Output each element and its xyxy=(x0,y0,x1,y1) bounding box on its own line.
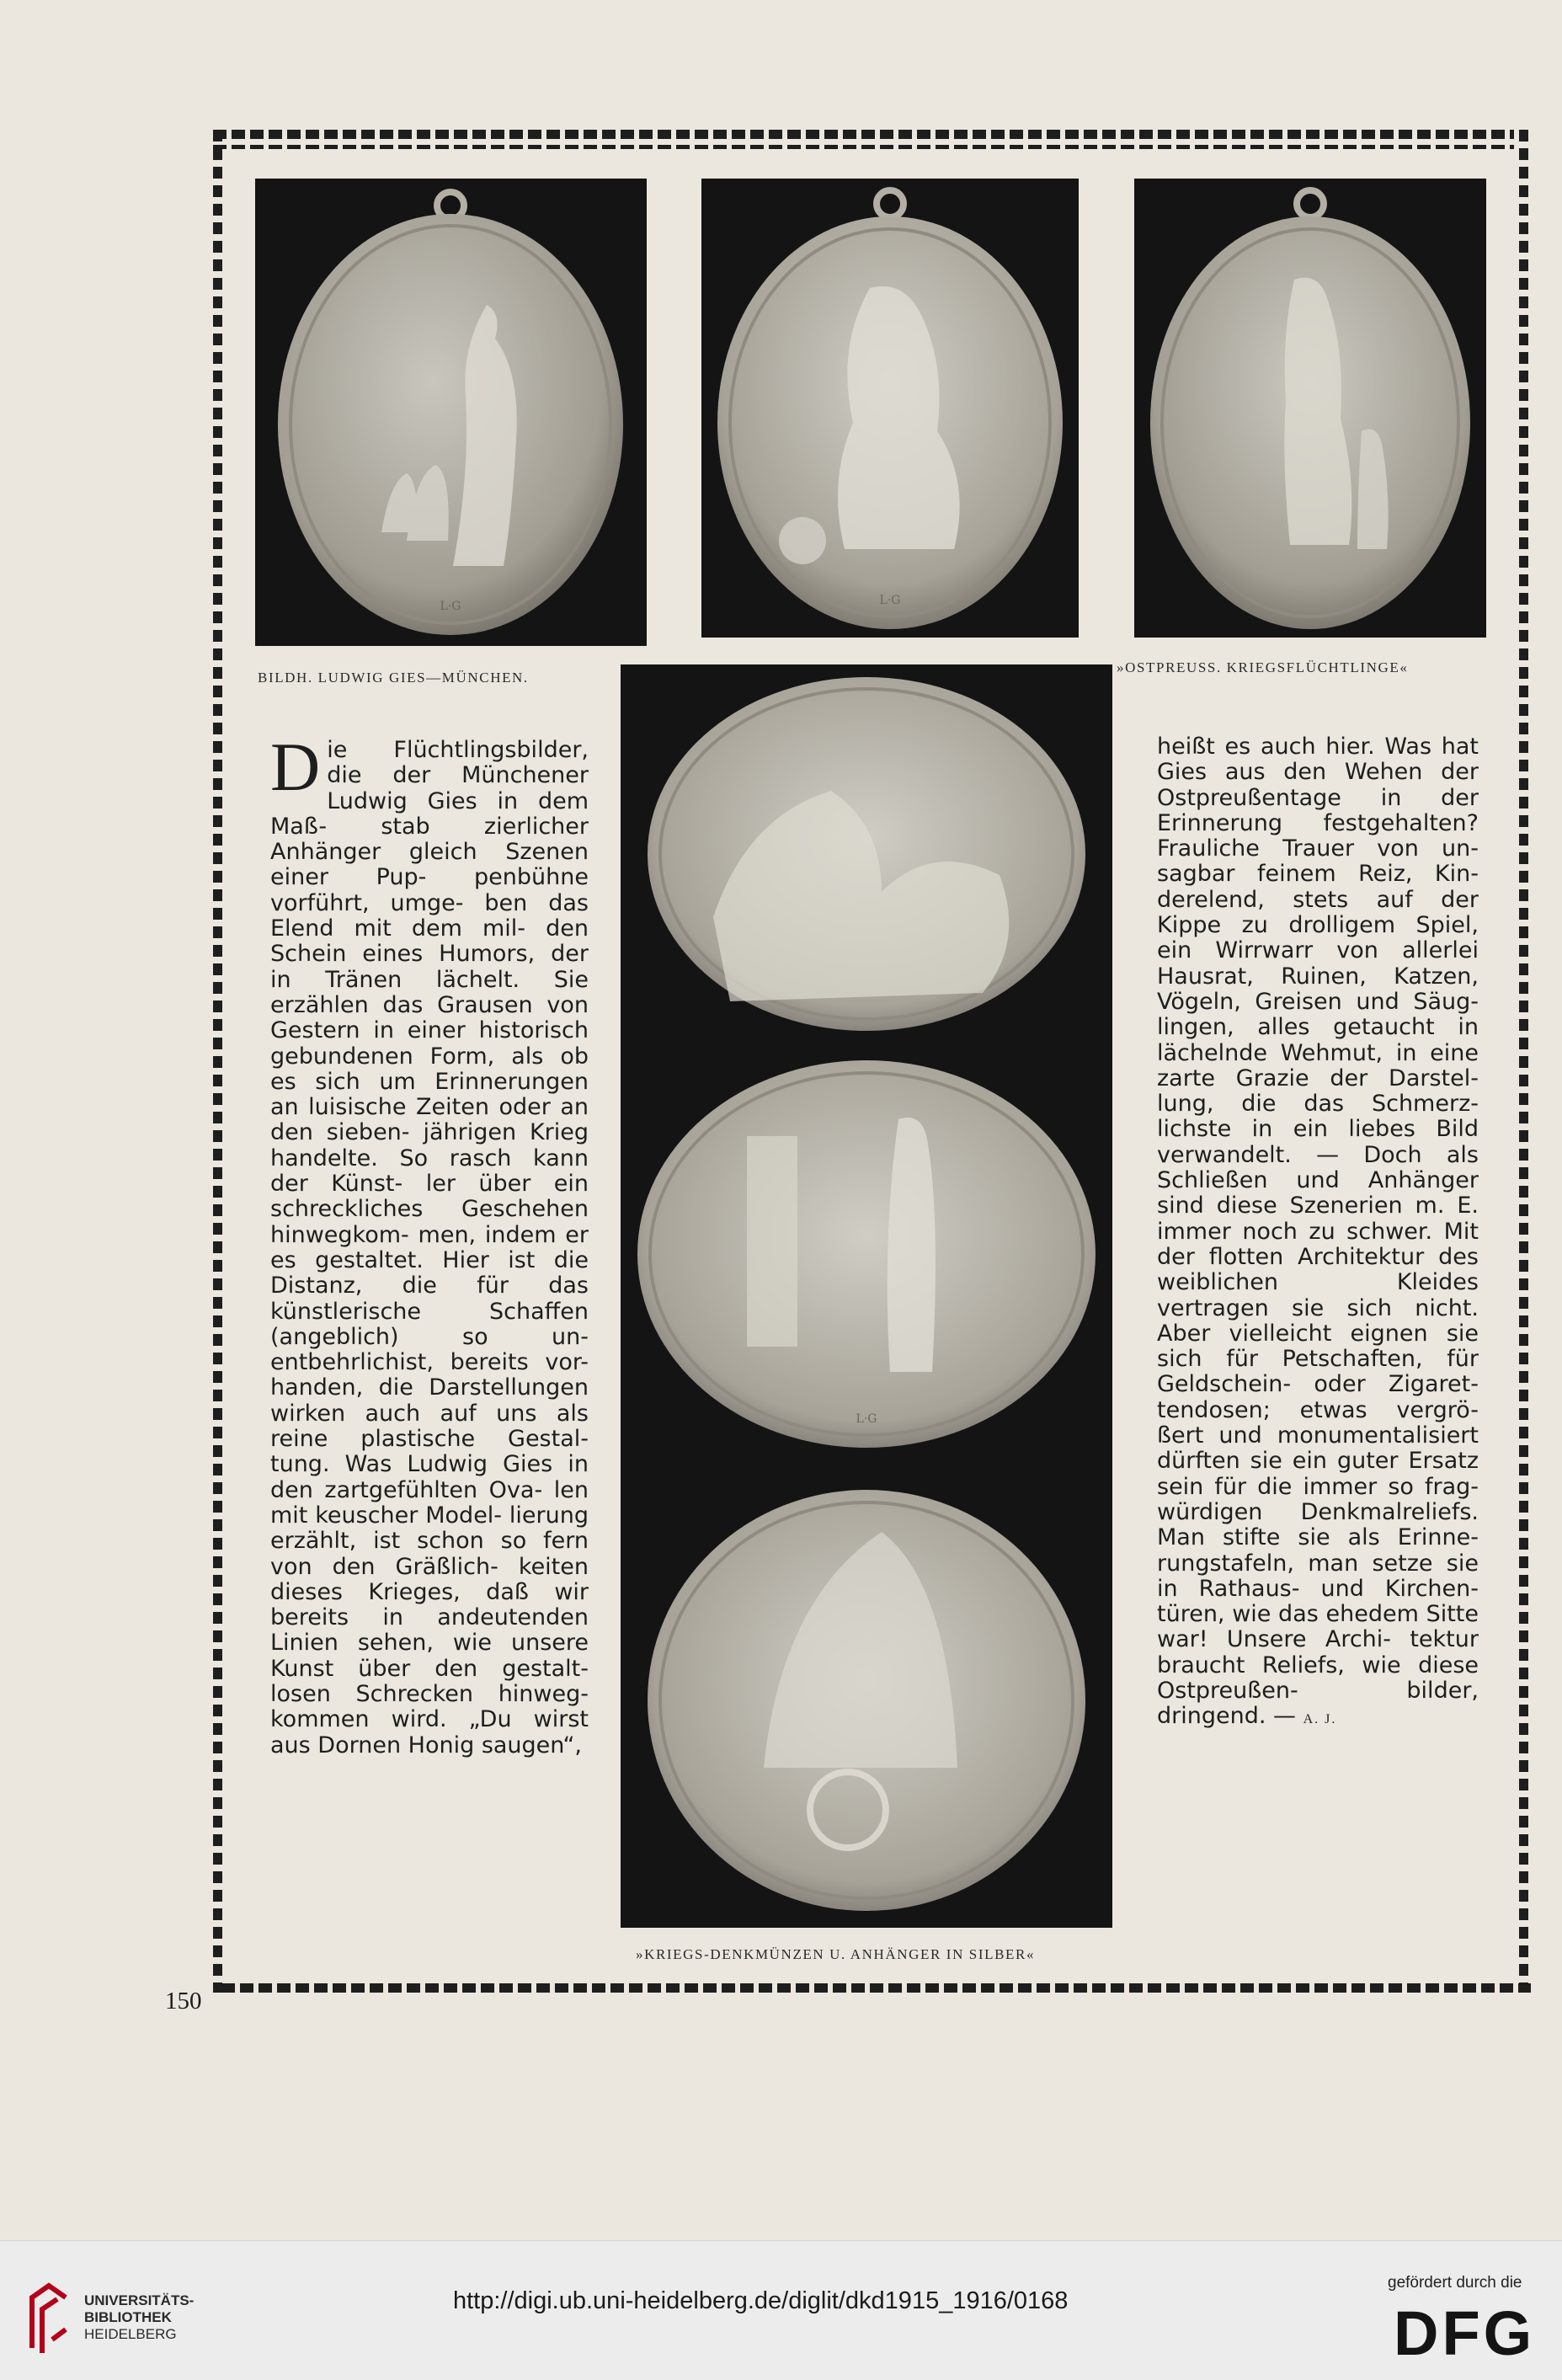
text-line: jährigen Krieg handelte. xyxy=(270,1119,589,1171)
medal-photo-stack xyxy=(621,664,1112,1928)
library-name-line-1: UNIVERSITÄTS- xyxy=(84,2292,195,2308)
frame-top-border-inner xyxy=(213,145,1514,149)
text-line: zarte Grazie der Darstel- xyxy=(1157,1065,1479,1091)
text-line: bilder, dringend. — xyxy=(1157,1677,1479,1730)
caption-sculptor: BILDH. LUDWIG GIES—MÜNCHEN. xyxy=(258,670,529,686)
caption-refugees: »OSTPREUSS. KRIEGSFLÜCHTLINGE« xyxy=(1117,659,1409,675)
text-line: vertragen sie sich nicht. xyxy=(1157,1294,1479,1321)
text-line: Geldschein- oder Zigaret- xyxy=(1157,1371,1479,1398)
text-line: Sitte war! Unsere Archi- xyxy=(1157,1601,1479,1653)
author-signature: A. J. xyxy=(1303,1712,1337,1727)
text-line: Sie erzählen das Grausen xyxy=(270,966,589,1018)
frame-bottom-border xyxy=(221,1983,1531,1993)
text-line: kommen wird. „Du wirst xyxy=(270,1706,589,1733)
article-column-left xyxy=(270,728,589,1758)
page-number: 150 xyxy=(165,1988,202,2014)
library-name-line-2: BIBLIOTHEK xyxy=(84,2309,172,2325)
text-line: tung. Was Ludwig Gies xyxy=(270,1451,553,1478)
text-line: Kippe zu drolligem Spiel, xyxy=(1157,912,1479,939)
text-line: ler über ein schreckliches xyxy=(270,1171,589,1223)
text-line: lierung erzählt, ist schon xyxy=(270,1502,589,1555)
text-line: handen, die Darstellungen xyxy=(270,1374,589,1401)
text-line: tektur braucht Reliefs, xyxy=(1157,1626,1479,1678)
text-line: sein für die immer so frag- xyxy=(1157,1473,1479,1500)
text-line: immer noch zu schwer. xyxy=(1157,1218,1433,1245)
drop-cap: D xyxy=(270,728,321,805)
text-line: historisch gebundenen xyxy=(270,1017,589,1070)
library-name-line-3: HEIDELBERG xyxy=(84,2326,177,2342)
text-line: reine plastische Gestal- xyxy=(270,1426,589,1453)
text-line: Man stifte sie als Erinne- xyxy=(1157,1524,1479,1551)
text-line: tendosen; etwas vergrö- xyxy=(1157,1396,1479,1423)
text-line: penbühne vorführt, umge- xyxy=(270,864,589,916)
caption-medals: »KRIEGS-DENKMÜNZEN U. ANHÄNGER IN SILBER« xyxy=(636,1946,1036,1962)
text-line: stab zierlicher Anhänger xyxy=(270,813,589,866)
text-line: verwandelt. — Doch als xyxy=(1157,1141,1479,1168)
text-line: der in Tränen lächelt. xyxy=(270,941,589,993)
text-line: Form, als ob es sich um xyxy=(270,1043,589,1095)
text-line: ßert und monumentalisiert xyxy=(1157,1422,1479,1449)
text-line: in Rathaus- und Kirchen- xyxy=(1157,1575,1479,1602)
university-library-logo-icon xyxy=(24,2281,74,2358)
text-line: des weiblichen Kleides xyxy=(1157,1243,1479,1296)
text-line: Ludwig Gies in dem Maß- xyxy=(270,787,589,840)
text-line: ben das Elend mit dem mil- xyxy=(270,889,589,942)
text-line: türen, wie das ehedem xyxy=(1157,1601,1419,1628)
text-line: dürften sie ein guter Ersatz xyxy=(1157,1448,1479,1475)
text-line: wirken auch auf uns als xyxy=(270,1400,589,1427)
monogram-2: L·G xyxy=(879,594,901,607)
library-name xyxy=(84,2292,194,2343)
frame-top-border xyxy=(213,130,1514,139)
monogram-4: L·G xyxy=(856,1412,877,1426)
text-line: Hausrat, Ruinen, Katzen, xyxy=(1157,963,1479,990)
text-line: in den zartgefühlten Ova- xyxy=(270,1451,589,1503)
text-line: lingen, alles getaucht in xyxy=(1157,1014,1479,1041)
text-line: rungstafeln, man setze sie xyxy=(1157,1550,1479,1577)
text-line: Aber vielleicht eignen sie xyxy=(1157,1320,1479,1347)
pendant-photo-1 xyxy=(255,179,647,646)
permalink-url[interactable]: http://digi.ub.uni-heidelberg.de/diglit/dkd1915_1916/0168 xyxy=(453,2287,1069,2314)
article-column-right xyxy=(1157,734,1479,1733)
text-line: sind diese Szenerien m. E. xyxy=(1157,1193,1479,1219)
text-line: hat Gies aus den Wehen xyxy=(1157,734,1479,786)
text-line: entbehrlichist, bereits vor- xyxy=(270,1349,589,1376)
text-line: heißt es auch hier. Was xyxy=(1157,734,1432,760)
text-line: len mit keuscher Model- xyxy=(270,1476,589,1529)
text-line: Frauliche Trauer von un- xyxy=(1157,835,1479,862)
monogram-1: L·G xyxy=(440,600,461,613)
text-line: Zeiten oder an den sieben- xyxy=(270,1094,589,1146)
text-line: wie diese Ostpreußen- xyxy=(1157,1652,1479,1704)
frame-right-border xyxy=(1519,130,1528,1993)
text-line: würdigen Denkmalreliefs. xyxy=(1157,1498,1479,1525)
funded-by-label: gefördert durch die xyxy=(1388,2274,1522,2292)
text-line: men, indem er es gestaltet. xyxy=(270,1221,589,1273)
text-line: Kunst über den gestalt- xyxy=(270,1655,589,1682)
text-line: derelend, stets auf der xyxy=(1157,886,1479,913)
text-line: von Gestern in einer xyxy=(270,991,589,1044)
text-line: ie Flüchtlingsbilder, xyxy=(327,737,589,763)
frame-left-border xyxy=(213,130,222,1993)
text-line: lung, die das Schmerz- xyxy=(1157,1091,1479,1118)
text-line: so fern von den Gräßlich- xyxy=(270,1528,589,1580)
text-line: ein Wirrwarr von allerlei xyxy=(1157,937,1479,964)
text-line: keiten dieses Krieges, daß xyxy=(270,1553,589,1605)
text-line: Schließen und Anhänger xyxy=(1157,1167,1479,1194)
text-line: aus Dornen Honig saugen“, xyxy=(270,1732,583,1758)
text-line: Schaffen (angeblich) so un- xyxy=(270,1298,589,1350)
text-line: lichste in ein liebes Bild xyxy=(1157,1116,1479,1143)
article-text-left xyxy=(270,728,589,1758)
text-line: Hier ist die Distanz, die xyxy=(270,1246,589,1299)
text-line: der Ostpreußentage in der xyxy=(1157,759,1479,811)
text-line: So rasch kann der Künst- xyxy=(270,1145,589,1198)
text-line: lächelnde Wehmut, in eine xyxy=(1157,1039,1479,1066)
text-line: gleich Szenen einer Pup- xyxy=(270,839,589,891)
pendant-photo-2 xyxy=(701,179,1079,638)
text-line: Linien sehen, wie unsere xyxy=(270,1630,589,1657)
text-line: Mit der flotten Architektur xyxy=(1157,1218,1479,1270)
text-line: sagbar feinem Reiz, Kin- xyxy=(1157,861,1479,888)
text-line: wir bereits in andeutenden xyxy=(270,1578,589,1631)
text-line: sich für Petschaften, für xyxy=(1157,1346,1479,1373)
text-line: die der Münchener xyxy=(327,762,589,789)
text-line: den Schein eines Humors, xyxy=(270,915,589,968)
text-line: Erinnerung festgehalten? xyxy=(1157,809,1479,836)
pendant-photo-3 xyxy=(1134,179,1486,638)
dfg-logo: DFG xyxy=(1394,2298,1536,2368)
article-text-right xyxy=(1157,734,1479,1729)
text-line: Vögeln, Greisen und Säug- xyxy=(1157,988,1479,1015)
text-line: Geschehen hinwegkom- xyxy=(270,1196,589,1248)
text-line: für das künstlerische xyxy=(270,1273,589,1325)
text-line: Erinnerungen an luisische xyxy=(270,1068,589,1121)
text-line: losen Schrecken hinweg- xyxy=(270,1680,589,1707)
